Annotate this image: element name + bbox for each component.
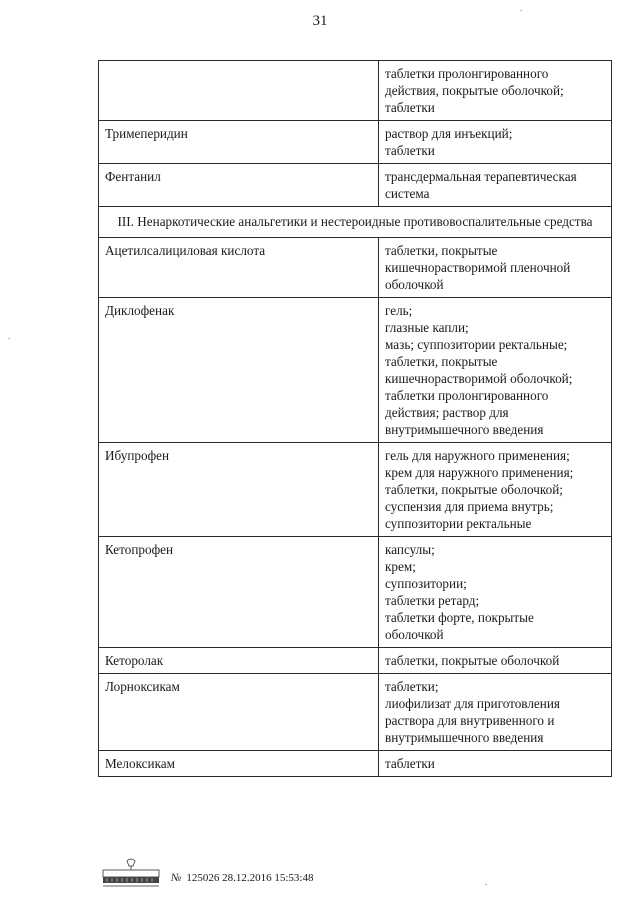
drug-name: Фентанил (99, 164, 379, 207)
dosage-forms (379, 164, 612, 207)
dosage-form-line: оболочкой (385, 627, 444, 642)
dosage-form-line: крем для наружного применения; (385, 465, 574, 480)
drug-name: Тримеперидин (99, 121, 379, 164)
dosage-form-line: глазные капли; (385, 320, 469, 335)
scan-speck (8, 338, 10, 339)
dosage-forms (379, 238, 612, 298)
drug-name: Диклофенак (99, 298, 379, 443)
page-number: 31 (312, 13, 328, 29)
dosage-form-line: суппозитории; (385, 576, 467, 591)
dosage-form-line: раствор для инъекций; (385, 126, 513, 141)
drug-row (99, 238, 612, 298)
dosage-form-line: кишечнорастворимой пленочной (385, 260, 571, 275)
dosage-forms (379, 443, 612, 537)
scan-speck (520, 10, 522, 11)
dosage-form-line: действия; раствор для (385, 405, 509, 420)
dosage-forms (379, 121, 612, 164)
dosage-forms (379, 537, 612, 648)
publisher-logo (101, 857, 161, 889)
drug-name: Кетопрофен (99, 537, 379, 648)
scan-speck (485, 884, 487, 885)
dosage-form-line: таблетки, покрытые оболочкой; (385, 482, 563, 497)
document-footer (101, 857, 461, 891)
stamp-text: 125026 28.12.2016 15:53:48 (186, 872, 314, 884)
dosage-forms (379, 674, 612, 751)
dosage-form-line: таблетки, покрытые (385, 354, 498, 369)
dosage-form-line: таблетки пролонгированного (385, 66, 549, 81)
dosage-form-line: таблетки ретард; (385, 593, 480, 608)
drug-row (99, 164, 612, 207)
drug-table (98, 60, 612, 777)
section-title: III. Ненаркотические анальгетики и нестероидные противовоспалительные средства (99, 207, 612, 238)
dosage-form-line: таблетки форте, покрытые (385, 610, 534, 625)
drug-name: Кеторолак (99, 648, 379, 674)
dosage-form-line: система (385, 186, 430, 201)
dosage-form-line: внутримышечного введения (385, 422, 544, 437)
dosage-form-line: внутримышечного введения (385, 730, 544, 745)
dosage-form-line: оболочкой (385, 277, 444, 292)
dosage-forms (379, 648, 612, 674)
drug-row (99, 751, 612, 777)
drug-name: Лорноксикам (99, 674, 379, 751)
drug-row (99, 298, 612, 443)
drug-name: Ацетилсалициловая кислота (99, 238, 379, 298)
drug-name (99, 61, 379, 121)
dosage-form-line: трансдермальная терапевтическая (385, 169, 577, 184)
dosage-forms (379, 61, 612, 121)
dosage-forms (379, 298, 612, 443)
dosage-form-line: раствора для внутривенного и (385, 713, 555, 728)
drug-row (99, 648, 612, 674)
drug-row (99, 537, 612, 648)
dosage-form-line: таблетки; (385, 679, 439, 694)
drug-row (99, 674, 612, 751)
dosage-form-line: таблетки (385, 100, 435, 115)
section-row (99, 207, 612, 238)
dosage-form-line: мазь; суппозитории ректальные; (385, 337, 568, 352)
document-stamp (171, 872, 314, 884)
dosage-form-line: таблетки (385, 756, 435, 771)
dosage-form-line: суппозитории ректальные (385, 516, 532, 531)
dosage-form-line: таблетки, покрытые (385, 243, 498, 258)
dosage-form-line: гель; (385, 303, 413, 318)
dosage-forms (379, 751, 612, 777)
dosage-form-line: гель для наружного применения; (385, 448, 570, 463)
dosage-form-line: таблетки пролонгированного (385, 388, 549, 403)
dosage-form-line: суспензия для приема внутрь; (385, 499, 554, 514)
dosage-form-line: крем; (385, 559, 416, 574)
drug-row (99, 443, 612, 537)
drug-row (99, 61, 612, 121)
drug-row (99, 121, 612, 164)
number-symbol: № (171, 872, 182, 884)
dosage-form-line: капсулы; (385, 542, 435, 557)
drug-name: Мелоксикам (99, 751, 379, 777)
dosage-form-line: действия, покрытые оболочкой; (385, 83, 564, 98)
drug-table-body (99, 61, 612, 777)
dosage-form-line: кишечнорастворимой оболочкой; (385, 371, 573, 386)
dosage-form-line: таблетки, покрытые оболочкой (385, 653, 560, 668)
dosage-form-line: лиофилизат для приготовления (385, 696, 560, 711)
drug-name: Ибупрофен (99, 443, 379, 537)
dosage-form-line: таблетки (385, 143, 435, 158)
